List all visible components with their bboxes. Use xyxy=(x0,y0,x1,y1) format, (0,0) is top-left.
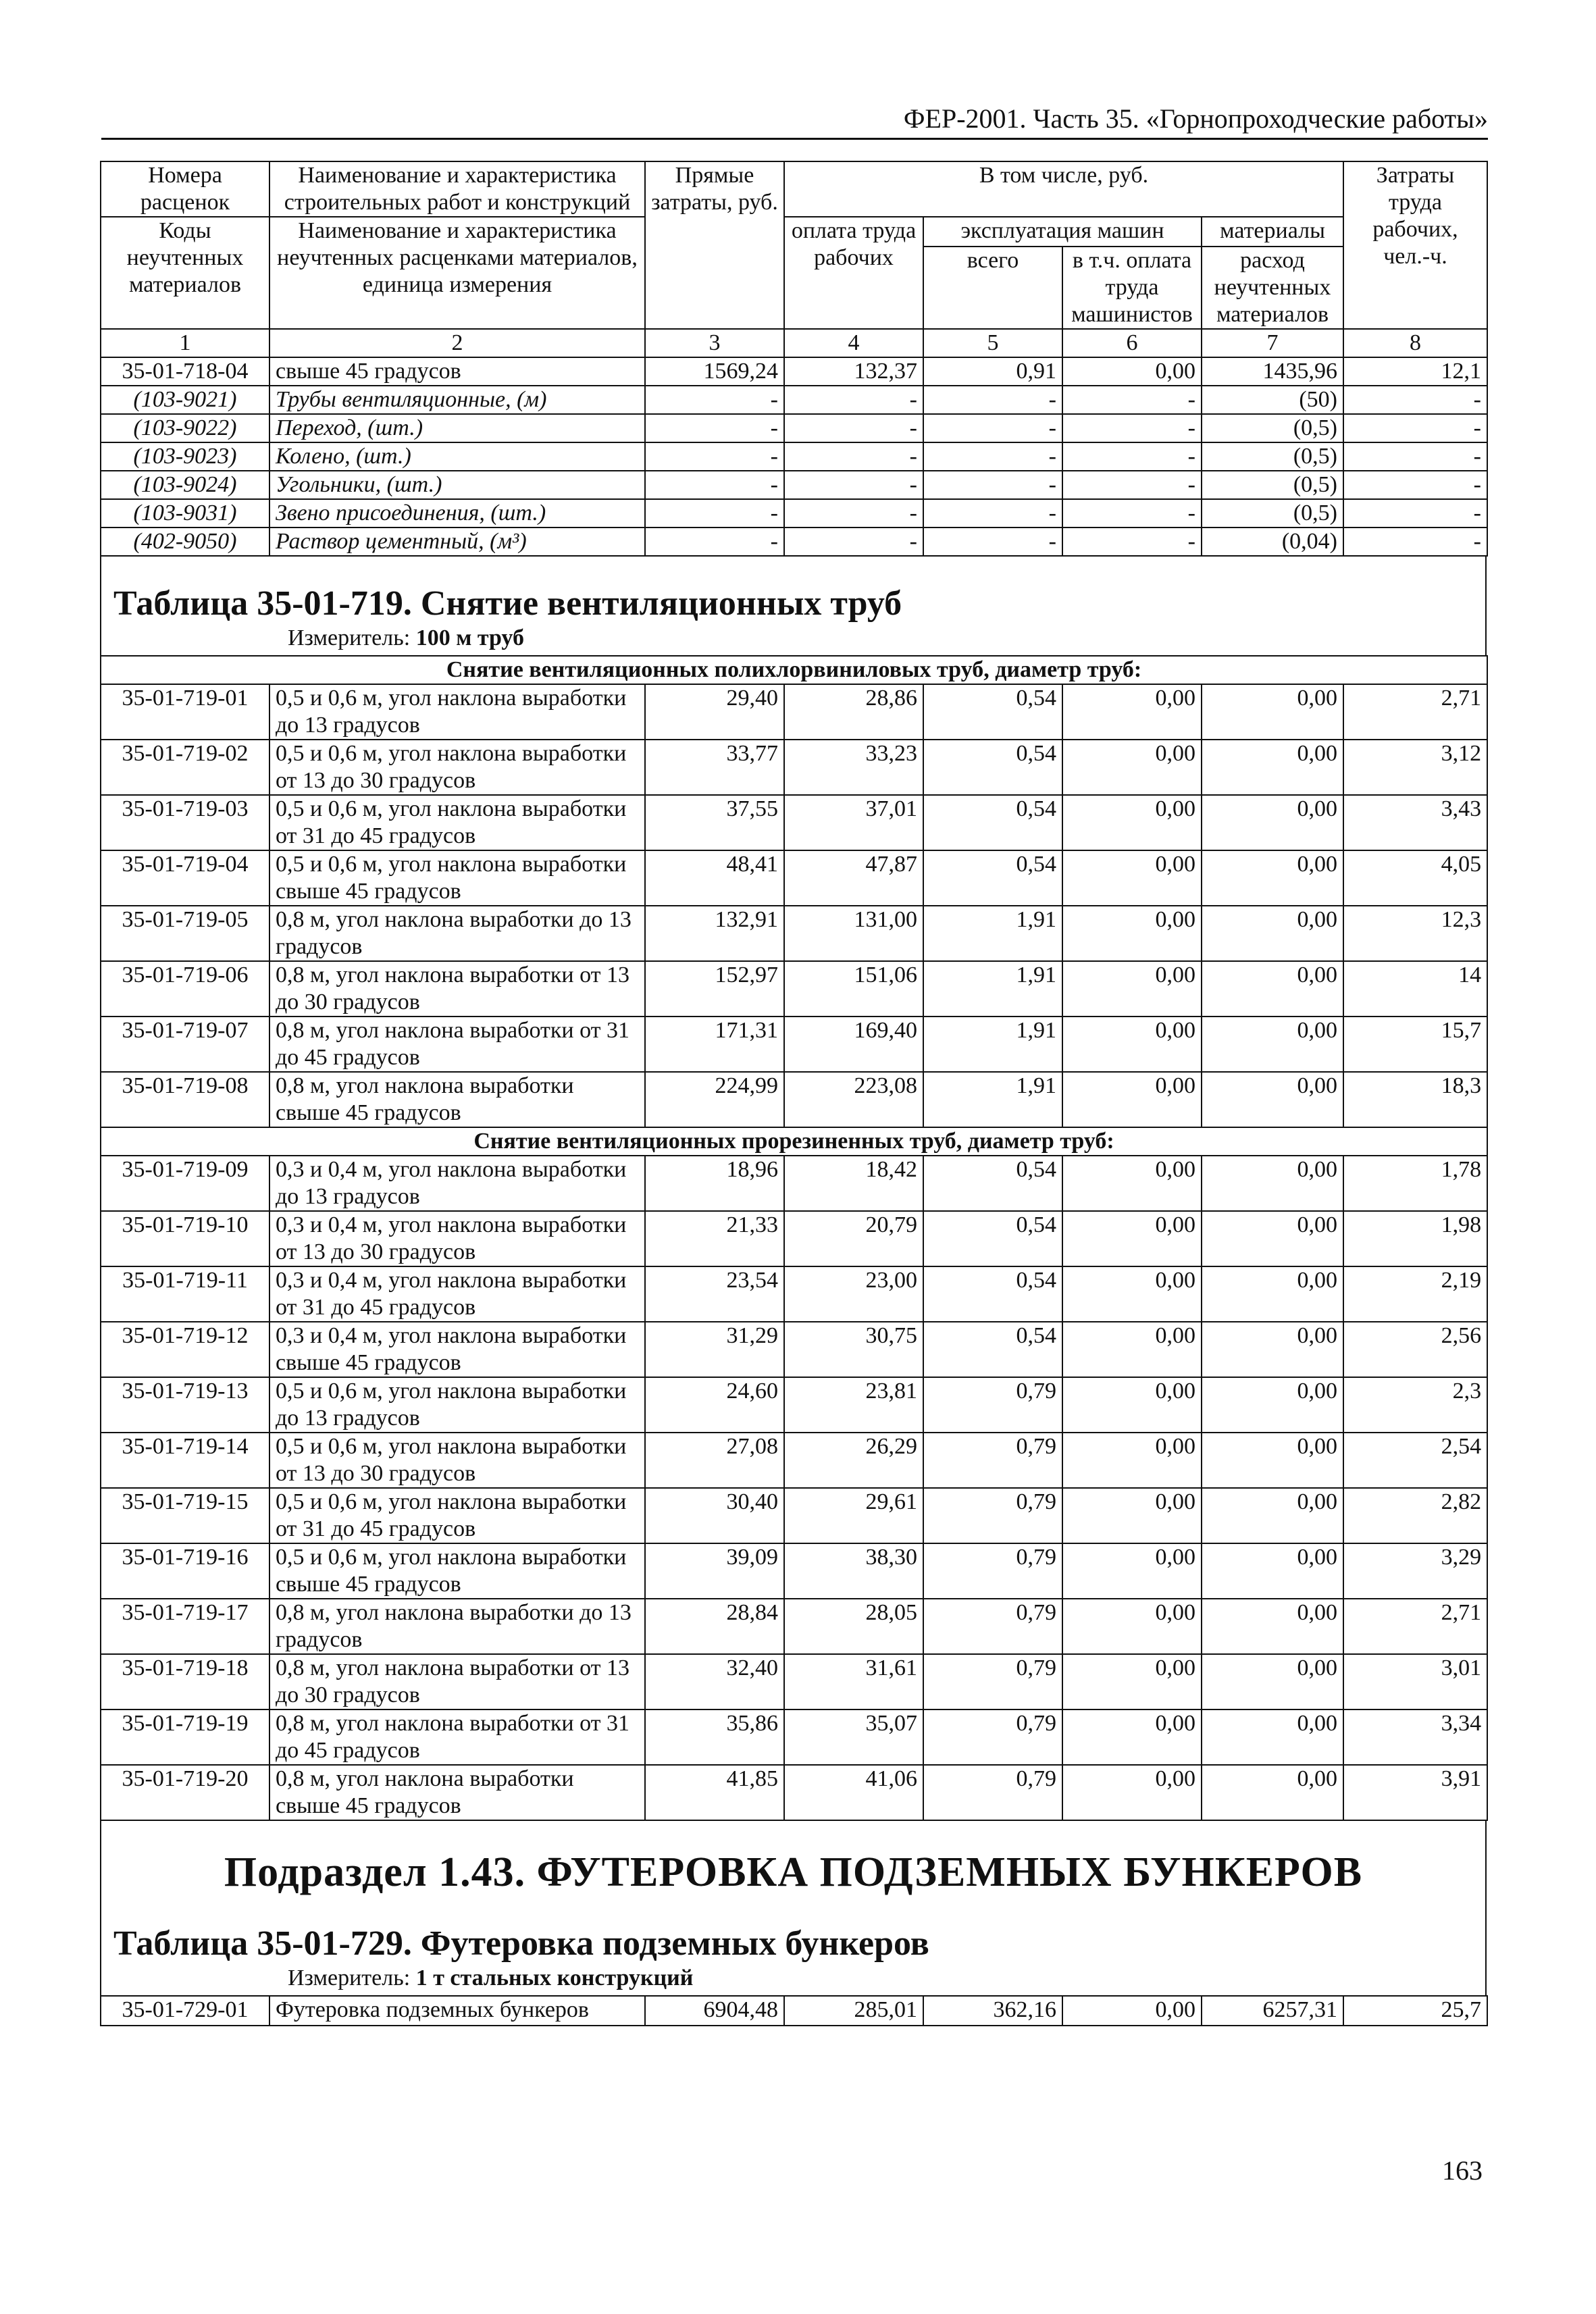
value-c8: 14 xyxy=(1343,961,1487,1017)
value-c3: 21,33 xyxy=(645,1211,784,1266)
value-c3: 28,84 xyxy=(645,1599,784,1654)
value-c6: - xyxy=(1062,442,1202,471)
work-name: 0,8 м, угол наклона выработки от 13 до 30 градусов xyxy=(269,961,645,1017)
value-c7: 0,00 xyxy=(1202,795,1343,850)
rate-code: 35-01-719-16 xyxy=(101,1543,269,1599)
rate-code: 35-01-719-14 xyxy=(101,1433,269,1488)
value-c7: (0,5) xyxy=(1202,442,1343,471)
value-c8: 2,82 xyxy=(1343,1488,1487,1543)
value-c4: 285,01 xyxy=(784,1996,923,2026)
value-c4: - xyxy=(784,414,923,442)
work-name: 0,5 и 0,6 м, угол наклона выработки от 13 до 30 градусов xyxy=(269,740,645,795)
table-729-rows xyxy=(101,1996,1487,2026)
value-c6: 0,00 xyxy=(1062,1654,1202,1709)
value-c3: 39,09 xyxy=(645,1543,784,1599)
value-c7: 0,00 xyxy=(1202,1072,1343,1127)
value-c4: 28,05 xyxy=(784,1599,923,1654)
rate-code: 35-01-719-10 xyxy=(101,1211,269,1266)
work-name: Футеровка подземных бункеров xyxy=(269,1996,645,2026)
value-c4: 20,79 xyxy=(784,1211,923,1266)
table-row xyxy=(101,442,1487,471)
value-c6: 0,00 xyxy=(1062,1377,1202,1433)
column-number: 1 xyxy=(101,329,269,357)
table-729-title: Таблица 35-01-729. Футеровка подземных бункеров xyxy=(113,1924,929,1963)
value-c4: - xyxy=(784,442,923,471)
value-c7: 0,00 xyxy=(1202,1599,1343,1654)
value-c7: 0,00 xyxy=(1202,906,1343,961)
value-c5: 1,91 xyxy=(923,906,1062,961)
value-c6: 0,00 xyxy=(1062,1156,1202,1211)
value-c7: 0,00 xyxy=(1202,1654,1343,1709)
value-c4: 23,81 xyxy=(784,1377,923,1433)
value-c7: 0,00 xyxy=(1202,961,1343,1017)
value-c8: 3,34 xyxy=(1343,1709,1487,1765)
work-name: 0,8 м, угол наклона выработки свыше 45 градусов xyxy=(269,1765,645,1820)
value-c3: 27,08 xyxy=(645,1433,784,1488)
value-c7: 0,00 xyxy=(1202,1156,1343,1211)
value-c7: (0,5) xyxy=(1202,414,1343,442)
value-c6: - xyxy=(1062,414,1202,442)
rate-code: 35-01-719-15 xyxy=(101,1488,269,1543)
value-c7: 0,00 xyxy=(1202,1488,1343,1543)
rate-code: (103-9021) xyxy=(101,386,269,414)
rate-code: 35-01-719-19 xyxy=(101,1709,269,1765)
value-c3: 37,55 xyxy=(645,795,784,850)
value-c5: 0,79 xyxy=(923,1377,1062,1433)
value-c8: 12,1 xyxy=(1343,357,1487,386)
rate-code: 35-01-719-04 xyxy=(101,850,269,906)
rate-code: 35-01-719-20 xyxy=(101,1765,269,1820)
value-c4: 31,61 xyxy=(784,1654,923,1709)
work-name: 0,8 м, угол наклона выработки свыше 45 градусов xyxy=(269,1072,645,1127)
work-name: Трубы вентиляционные, (м) xyxy=(269,386,645,414)
value-c4: 151,06 xyxy=(784,961,923,1017)
table-row xyxy=(101,1654,1487,1709)
rate-code: 35-01-719-11 xyxy=(101,1266,269,1322)
value-c8: 12,3 xyxy=(1343,906,1487,961)
value-c8: 3,91 xyxy=(1343,1765,1487,1820)
value-c3: 41,85 xyxy=(645,1765,784,1820)
value-c8: - xyxy=(1343,528,1487,556)
table-row xyxy=(101,1072,1487,1127)
table-row xyxy=(101,1211,1487,1266)
value-c8: - xyxy=(1343,471,1487,499)
rate-code: 35-01-719-03 xyxy=(101,795,269,850)
value-c4: 26,29 xyxy=(784,1433,923,1488)
value-c3: - xyxy=(645,386,784,414)
value-c8: 15,7 xyxy=(1343,1017,1487,1072)
header-materials-use: расход неучтенных материалов xyxy=(1202,247,1343,329)
value-c8: 4,05 xyxy=(1343,850,1487,906)
rate-code: 35-01-719-01 xyxy=(101,684,269,740)
rate-code: 35-01-729-01 xyxy=(101,1996,269,2026)
table-row xyxy=(101,684,1487,740)
value-c4: 132,37 xyxy=(784,357,923,386)
table-729-meter xyxy=(113,1964,1473,1995)
table-719-title: Таблица 35-01-719. Снятие вентиляционных труб xyxy=(113,584,902,623)
value-c3: 48,41 xyxy=(645,850,784,906)
value-c8: - xyxy=(1343,386,1487,414)
work-name: 0,5 и 0,6 м, угол наклона выработки до 13 градусов xyxy=(269,1377,645,1433)
value-c4: 169,40 xyxy=(784,1017,923,1072)
value-c5: 0,79 xyxy=(923,1488,1062,1543)
value-c4: - xyxy=(784,471,923,499)
rate-code: 35-01-719-07 xyxy=(101,1017,269,1072)
work-name: 0,8 м, угол наклона выработки до 13 градусов xyxy=(269,906,645,961)
value-c8: 2,71 xyxy=(1343,1599,1487,1654)
value-c4: 47,87 xyxy=(784,850,923,906)
column-number: 7 xyxy=(1202,329,1343,357)
value-c5: 0,79 xyxy=(923,1433,1062,1488)
value-c8: 2,19 xyxy=(1343,1266,1487,1322)
value-c5: 1,91 xyxy=(923,961,1062,1017)
rate-code: 35-01-718-04 xyxy=(101,357,269,386)
value-c4: 131,00 xyxy=(784,906,923,961)
column-numbers-row xyxy=(101,329,1487,357)
value-c3: 1569,24 xyxy=(645,357,784,386)
table-row xyxy=(101,906,1487,961)
value-c5: 0,54 xyxy=(923,684,1062,740)
table-row xyxy=(101,740,1487,795)
value-c6: 0,00 xyxy=(1062,1488,1202,1543)
value-c3: 6904,48 xyxy=(645,1996,784,2026)
value-c5: - xyxy=(923,471,1062,499)
table-row xyxy=(101,961,1487,1017)
content-box xyxy=(100,161,1487,2026)
table-row xyxy=(101,357,1487,386)
value-c3: 132,91 xyxy=(645,906,784,961)
table-719-rows-rubber xyxy=(101,1156,1487,1820)
header-materials: материалы xyxy=(1202,217,1343,247)
value-c5: 0,54 xyxy=(923,1211,1062,1266)
work-name: 0,3 и 0,4 м, угол наклона выработки от 31 до 45 градусов xyxy=(269,1266,645,1322)
header-table xyxy=(100,161,1488,557)
table-719-meter xyxy=(113,624,1473,655)
value-c5: 0,54 xyxy=(923,1322,1062,1377)
value-c4: 35,07 xyxy=(784,1709,923,1765)
value-c7: 0,00 xyxy=(1202,1709,1343,1765)
value-c4: 30,75 xyxy=(784,1322,923,1377)
value-c4: 29,61 xyxy=(784,1488,923,1543)
table-row xyxy=(101,471,1487,499)
value-c5: 0,79 xyxy=(923,1543,1062,1599)
value-c7: 0,00 xyxy=(1202,1266,1343,1322)
value-c8: 2,56 xyxy=(1343,1322,1487,1377)
value-c7: 1435,96 xyxy=(1202,357,1343,386)
value-c5: 362,16 xyxy=(923,1996,1062,2026)
rate-code: 35-01-719-05 xyxy=(101,906,269,961)
value-c5: 0,91 xyxy=(923,357,1062,386)
value-c6: 0,00 xyxy=(1062,850,1202,906)
header-col1-top: Номера расценок xyxy=(101,161,269,217)
table-row xyxy=(101,1377,1487,1433)
work-name: Звено присоединения, (шт.) xyxy=(269,499,645,528)
header-col3: Прямые затраты, руб. xyxy=(645,161,784,329)
rate-code: 35-01-719-08 xyxy=(101,1072,269,1127)
value-c3: 33,77 xyxy=(645,740,784,795)
value-c6: 0,00 xyxy=(1062,1765,1202,1820)
value-c8: 2,3 xyxy=(1343,1377,1487,1433)
table-row xyxy=(101,1543,1487,1599)
rate-code: 35-01-719-02 xyxy=(101,740,269,795)
value-c5: 0,79 xyxy=(923,1709,1062,1765)
value-c4: - xyxy=(784,528,923,556)
value-c7: 0,00 xyxy=(1202,1433,1343,1488)
table-row xyxy=(101,1266,1487,1322)
work-name: 0,8 м, угол наклона выработки от 31 до 45 градусов xyxy=(269,1709,645,1765)
value-c3: - xyxy=(645,442,784,471)
running-head: ФЕР-2001. Часть 35. «Горнопроходческие работы» xyxy=(101,103,1488,140)
work-name: 0,5 и 0,6 м, угол наклона выработки свыше 45 градусов xyxy=(269,850,645,906)
table-729-title-block xyxy=(100,1821,1487,1995)
value-c7: (0,04) xyxy=(1202,528,1343,556)
value-c5: 0,54 xyxy=(923,1266,1062,1322)
value-c3: - xyxy=(645,414,784,442)
table-row xyxy=(101,1156,1487,1211)
work-name: 0,5 и 0,6 м, угол наклона выработки от 13 до 30 градусов xyxy=(269,1433,645,1488)
header-col1-bottom: Коды неучтенных материалов xyxy=(101,217,269,329)
value-c5: 0,54 xyxy=(923,740,1062,795)
value-c7: 0,00 xyxy=(1202,1543,1343,1599)
value-c3: 23,54 xyxy=(645,1266,784,1322)
value-c6: 0,00 xyxy=(1062,1996,1202,2026)
meter-value: 1 т стальных конструкций xyxy=(415,1965,694,1990)
value-c8: 3,01 xyxy=(1343,1654,1487,1709)
value-c8: 3,43 xyxy=(1343,795,1487,850)
subsection-title: Подраздел 1.43. ФУТЕРОВКА ПОДЗЕМНЫХ БУНКЕРОВ xyxy=(224,1849,1363,1895)
value-c6: 0,00 xyxy=(1062,906,1202,961)
work-name: Переход, (шт.) xyxy=(269,414,645,442)
value-c6: 0,00 xyxy=(1062,961,1202,1017)
column-number: 5 xyxy=(923,329,1062,357)
value-c3: 171,31 xyxy=(645,1017,784,1072)
work-name: 0,8 м, угол наклона выработки от 31 до 45 градусов xyxy=(269,1017,645,1072)
value-c6: 0,00 xyxy=(1062,1072,1202,1127)
value-c5: - xyxy=(923,442,1062,471)
work-name: свыше 45 градусов xyxy=(269,357,645,386)
header-machines: эксплуатация машин xyxy=(923,217,1202,247)
section-heading xyxy=(101,1127,1487,1156)
value-c5: 0,54 xyxy=(923,1156,1062,1211)
table-row xyxy=(101,1996,1487,2026)
value-c3: 152,97 xyxy=(645,961,784,1017)
value-c3: 32,40 xyxy=(645,1654,784,1709)
value-c5: 1,91 xyxy=(923,1072,1062,1127)
value-c7: 0,00 xyxy=(1202,1765,1343,1820)
value-c8: 18,3 xyxy=(1343,1072,1487,1127)
value-c3: 18,96 xyxy=(645,1156,784,1211)
value-c7: 0,00 xyxy=(1202,1211,1343,1266)
table-719-rows-pvc xyxy=(101,684,1487,1127)
section-heading xyxy=(101,656,1487,684)
header-pay-workers: оплата труда рабочих xyxy=(784,217,923,329)
value-c4: - xyxy=(784,386,923,414)
work-name: 0,5 и 0,6 м, угол наклона выработки до 13 градусов xyxy=(269,684,645,740)
value-c6: 0,00 xyxy=(1062,1709,1202,1765)
value-c5: 0,54 xyxy=(923,850,1062,906)
value-c6: 0,00 xyxy=(1062,740,1202,795)
header-machines-pay: в т.ч. оплата труда машинистов xyxy=(1062,247,1202,329)
column-number: 2 xyxy=(269,329,645,357)
header-machines-total: всего xyxy=(923,247,1062,329)
value-c8: 2,54 xyxy=(1343,1433,1487,1488)
table-row xyxy=(101,850,1487,906)
value-c5: - xyxy=(923,528,1062,556)
value-c8: - xyxy=(1343,442,1487,471)
value-c7: 0,00 xyxy=(1202,850,1343,906)
value-c3: 224,99 xyxy=(645,1072,784,1127)
work-name: Раствор цементный, (м³) xyxy=(269,528,645,556)
table-row xyxy=(101,499,1487,528)
value-c7: 0,00 xyxy=(1202,1017,1343,1072)
meter-value: 100 м труб xyxy=(415,625,524,650)
column-number: 4 xyxy=(784,329,923,357)
column-number: 8 xyxy=(1343,329,1487,357)
table-719 xyxy=(100,655,1488,1821)
header-incl: В том числе, руб. xyxy=(784,161,1343,217)
column-number: 3 xyxy=(645,329,784,357)
work-name: 0,3 и 0,4 м, угол наклона выработки от 13 до 30 градусов xyxy=(269,1211,645,1266)
header-labor: Затраты труда рабочих, чел.-ч. xyxy=(1343,161,1487,329)
value-c6: - xyxy=(1062,499,1202,528)
value-c4: 223,08 xyxy=(784,1072,923,1127)
table-row xyxy=(101,1765,1487,1820)
value-c5: - xyxy=(923,386,1062,414)
table-row xyxy=(101,528,1487,556)
work-name: 0,5 и 0,6 м, угол наклона выработки от 31 до 45 градусов xyxy=(269,1488,645,1543)
rate-code: (103-9024) xyxy=(101,471,269,499)
meter-label: Измеритель: xyxy=(288,625,411,650)
work-name: 0,3 и 0,4 м, угол наклона выработки до 13 градусов xyxy=(269,1156,645,1211)
section-heading-text: Снятие вентиляционных полихлорвиниловых труб, диаметр труб: xyxy=(101,656,1487,684)
value-c4: 18,42 xyxy=(784,1156,923,1211)
value-c7: 0,00 xyxy=(1202,1322,1343,1377)
value-c3: 29,40 xyxy=(645,684,784,740)
value-c7: 0,00 xyxy=(1202,740,1343,795)
value-c3: 30,40 xyxy=(645,1488,784,1543)
value-c6: 0,00 xyxy=(1062,1322,1202,1377)
table-row xyxy=(101,1017,1487,1072)
value-c5: 0,79 xyxy=(923,1654,1062,1709)
value-c6: - xyxy=(1062,471,1202,499)
value-c8: 25,7 xyxy=(1343,1996,1487,2026)
value-c5: 0,79 xyxy=(923,1765,1062,1820)
value-c6: 0,00 xyxy=(1062,1211,1202,1266)
value-c3: - xyxy=(645,499,784,528)
value-c8: 1,98 xyxy=(1343,1211,1487,1266)
value-c6: 0,00 xyxy=(1062,684,1202,740)
section-heading-text: Снятие вентиляционных прорезиненных труб, диаметр труб: xyxy=(101,1127,1487,1156)
value-c7: 0,00 xyxy=(1202,684,1343,740)
rate-code: 35-01-719-13 xyxy=(101,1377,269,1433)
value-c8: 1,78 xyxy=(1343,1156,1487,1211)
work-name: Угольники, (шт.) xyxy=(269,471,645,499)
top-rows xyxy=(101,357,1487,556)
value-c3: - xyxy=(645,471,784,499)
value-c4: 41,06 xyxy=(784,1765,923,1820)
table-row xyxy=(101,386,1487,414)
table-729 xyxy=(100,1995,1488,2026)
table-row xyxy=(101,1433,1487,1488)
value-c6: 0,00 xyxy=(1062,1599,1202,1654)
value-c4: - xyxy=(784,499,923,528)
table-719-title-block xyxy=(100,557,1487,655)
header-col2-bottom: Наименование и характеристика неучтенных расценками материалов, единица измерения xyxy=(269,217,645,329)
rate-code: (103-9022) xyxy=(101,414,269,442)
value-c3: - xyxy=(645,528,784,556)
work-name: 0,5 и 0,6 м, угол наклона выработки свыше 45 градусов xyxy=(269,1543,645,1599)
table-row xyxy=(101,414,1487,442)
table-row xyxy=(101,1488,1487,1543)
value-c6: 0,00 xyxy=(1062,1543,1202,1599)
value-c6: - xyxy=(1062,528,1202,556)
work-name: Колено, (шт.) xyxy=(269,442,645,471)
value-c8: - xyxy=(1343,414,1487,442)
column-number: 6 xyxy=(1062,329,1202,357)
rate-code: (103-9031) xyxy=(101,499,269,528)
value-c5: - xyxy=(923,499,1062,528)
value-c5: 1,91 xyxy=(923,1017,1062,1072)
value-c5: 0,54 xyxy=(923,795,1062,850)
value-c7: (0,5) xyxy=(1202,471,1343,499)
work-name: 0,3 и 0,4 м, угол наклона выработки свыше 45 градусов xyxy=(269,1322,645,1377)
table-row xyxy=(101,1599,1487,1654)
rate-code: 35-01-719-12 xyxy=(101,1322,269,1377)
table-row xyxy=(101,1322,1487,1377)
rate-code: (103-9023) xyxy=(101,442,269,471)
value-c8: 3,12 xyxy=(1343,740,1487,795)
rate-code: 35-01-719-18 xyxy=(101,1654,269,1709)
table-row xyxy=(101,1709,1487,1765)
work-name: 0,8 м, угол наклона выработки до 13 градусов xyxy=(269,1599,645,1654)
value-c6: - xyxy=(1062,386,1202,414)
value-c7: 6257,31 xyxy=(1202,1996,1343,2026)
value-c4: 23,00 xyxy=(784,1266,923,1322)
value-c3: 31,29 xyxy=(645,1322,784,1377)
rate-code: 35-01-719-06 xyxy=(101,961,269,1017)
value-c6: 0,00 xyxy=(1062,1017,1202,1072)
value-c7: 0,00 xyxy=(1202,1377,1343,1433)
value-c3: 24,60 xyxy=(645,1377,784,1433)
value-c4: 37,01 xyxy=(784,795,923,850)
value-c8: 3,29 xyxy=(1343,1543,1487,1599)
value-c7: (0,5) xyxy=(1202,499,1343,528)
work-name: 0,8 м, угол наклона выработки от 13 до 30 градусов xyxy=(269,1654,645,1709)
value-c8: 2,71 xyxy=(1343,684,1487,740)
value-c7: (50) xyxy=(1202,386,1343,414)
work-name: 0,5 и 0,6 м, угол наклона выработки от 31 до 45 градусов xyxy=(269,795,645,850)
value-c4: 28,86 xyxy=(784,684,923,740)
meter-label: Измеритель: xyxy=(288,1965,411,1990)
value-c5: - xyxy=(923,414,1062,442)
table-row xyxy=(101,795,1487,850)
value-c3: 35,86 xyxy=(645,1709,784,1765)
page-number: 163 xyxy=(1442,2155,1483,2186)
value-c4: 33,23 xyxy=(784,740,923,795)
header-col2-top: Наименование и характеристика строительных работ и конструкций xyxy=(269,161,645,217)
rate-code: 35-01-719-17 xyxy=(101,1599,269,1654)
rate-code: (402-9050) xyxy=(101,528,269,556)
value-c6: 0,00 xyxy=(1062,357,1202,386)
value-c5: 0,79 xyxy=(923,1599,1062,1654)
value-c4: 38,30 xyxy=(784,1543,923,1599)
value-c6: 0,00 xyxy=(1062,1266,1202,1322)
value-c6: 0,00 xyxy=(1062,1433,1202,1488)
value-c8: - xyxy=(1343,499,1487,528)
value-c6: 0,00 xyxy=(1062,795,1202,850)
rate-code: 35-01-719-09 xyxy=(101,1156,269,1211)
